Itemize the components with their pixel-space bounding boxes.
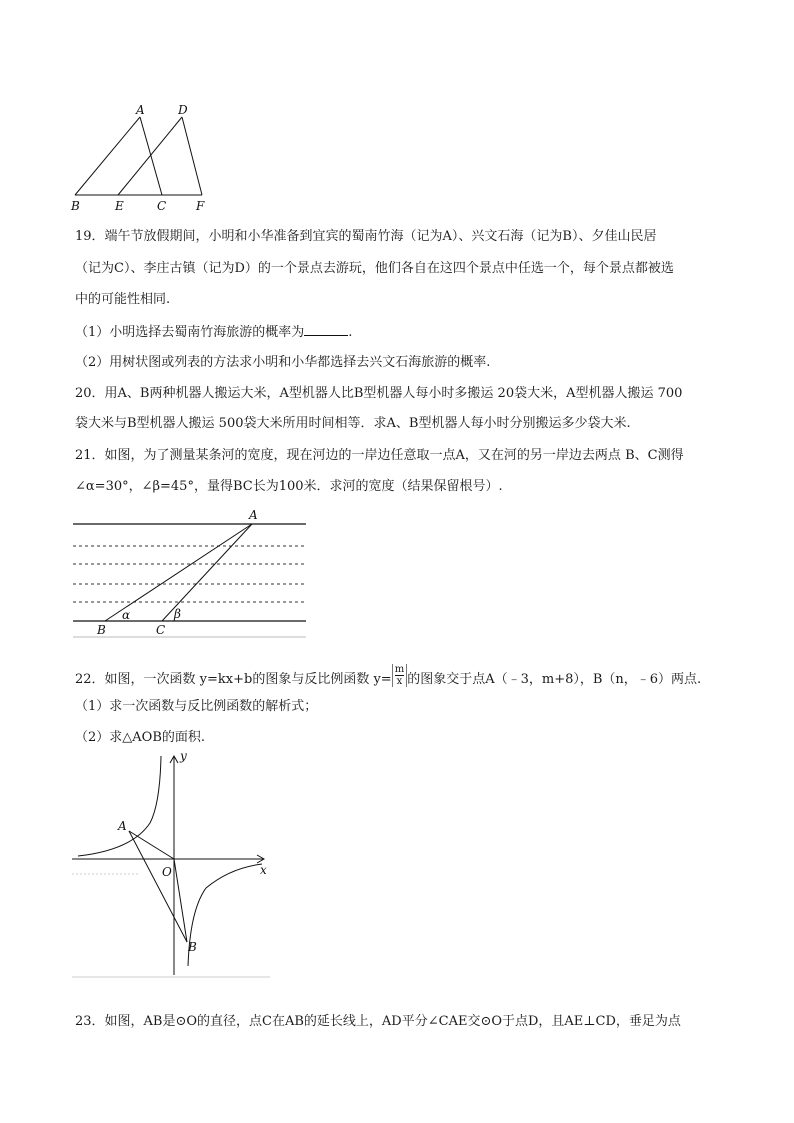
q22-line1-text: 22．如图，一次函数 y=kx+b的图象与反比例函数 y= [75,672,392,687]
q19-sub1-end: . [348,325,353,340]
frac-denominator: x [396,676,403,687]
figure-triangles [68,100,208,215]
q23-line1: 23．如图，AB是⊙O的直径，点C在AB的延长线上，AD平分∠CAE交⊙O于点D，且AE⊥CD，垂足为点 [75,1014,681,1029]
q19-sub1-text: （1）小明选择去蜀南竹海旅游的概率为 [75,325,305,340]
q19-sub2: （2）用树状图或列表的方法求小明和小华都选择去兴文石海旅游的概率. [75,355,491,370]
label-A: A [118,819,127,833]
label-C: C [156,623,166,637]
q19-line3: 中的可能性相同. [75,292,171,307]
label-F: F [196,199,205,213]
frac-numerator: m [394,664,405,675]
q22-sub1: （1）求一次函数与反比例函数的解析式； [75,699,318,714]
label-x: x [260,863,267,877]
q21-line2: ∠α=30°，∠β=45°，量得BC长为100米．求河的宽度（结果保留根号）. [75,479,503,494]
label-B: B [97,623,106,637]
label-A: A [249,508,258,522]
q22-line1 [75,664,725,690]
label-E: E [115,199,124,213]
label-D: D [178,103,188,117]
label-C: C [157,199,167,213]
q20-line1: 20．用A、B两种机器人搬运大米，A型机器人比B型机器人每小时多搬运 20袋大米，A型机器人搬运 700 [75,386,683,401]
label-O: O [162,865,172,879]
label-B: B [71,199,80,213]
label-beta: β [174,607,181,621]
q22-line1-rest: 的图象交于点A（﹣3，m+8），B（n，﹣6）两点. [407,672,702,687]
label-A: A [136,103,145,117]
q19-line2: （记为C）、李庄古镇（记为D）的一个景点去游玩，他们各自在这四个景点中任选一个，每个景点都被选 [75,261,674,276]
q21-line1: 21．如图，为了测量某条河的宽度，现在河边的一岸边任意取一点A，又在河的另一岸边去两点 B、C测得 [75,448,684,463]
label-y: y [180,750,187,763]
label-B: B [188,940,197,954]
q22-sub2: （2）求△AOB的面积. [75,730,206,745]
fraction-m-over-x [392,664,407,687]
figure-river [70,506,310,640]
q19-line1: 19．端午节放假期间，小明和小华准备到宜宾的蜀南竹海（记为A）、兴文石海（记为B）、夕佳山民居 [75,229,657,244]
q19-sub1 [75,322,725,343]
answer-blank[interactable] [304,322,348,336]
label-alpha: α [122,608,131,622]
figure-graph [70,750,275,980]
q20-line2: 袋大米与B型机器人搬运 500袋大米所用时间相等．求A、B型机器人每小时分别搬运多少袋大米. [75,416,631,431]
